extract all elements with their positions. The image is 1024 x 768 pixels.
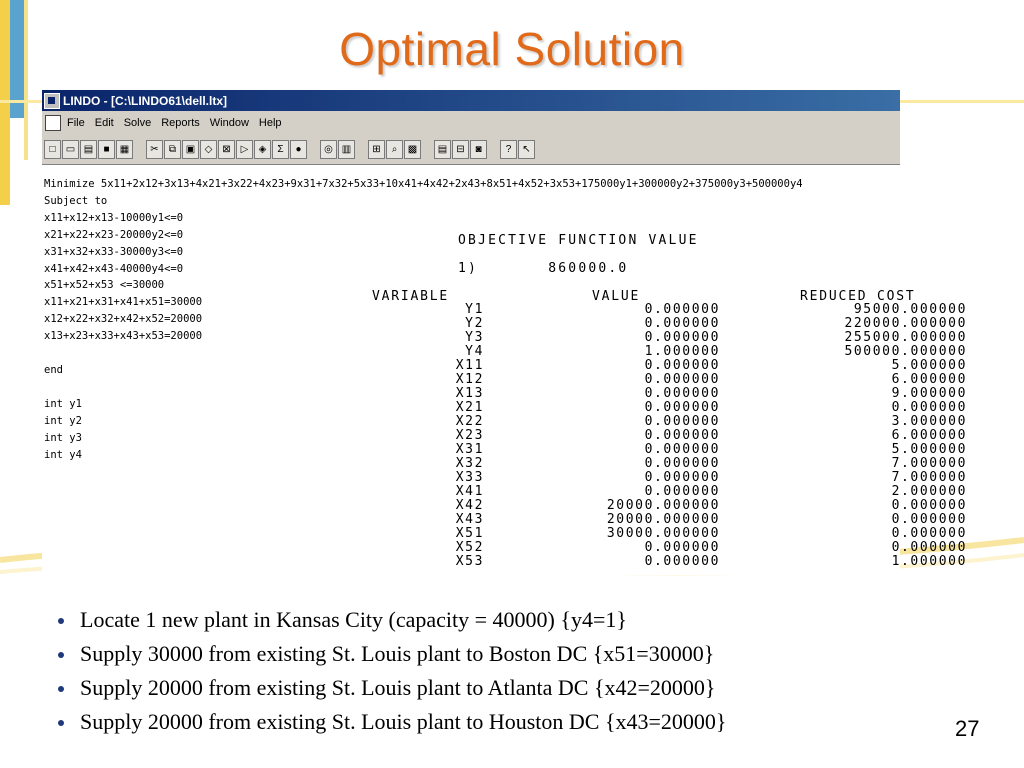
- row-variable: X41: [455, 484, 484, 499]
- row-value: 0.000000: [644, 456, 720, 471]
- print-icon[interactable]: ▦: [116, 140, 133, 159]
- model-line: x11+x12+x13-10000y1<=0: [44, 211, 184, 224]
- copy-icon[interactable]: ⧉: [164, 140, 181, 159]
- row-value: 0.000000: [644, 302, 720, 317]
- header-reduced-cost: REDUCED COST: [800, 289, 916, 304]
- row-variable: X43: [455, 512, 484, 527]
- row-reduced-cost: 0.000000: [891, 400, 967, 415]
- model-line: x12+x22+x32+x42+x52=20000: [44, 313, 203, 326]
- menu-edit[interactable]: Edit: [94, 116, 114, 129]
- menu-window[interactable]: Window: [209, 116, 249, 129]
- row-variable: X12: [455, 372, 484, 387]
- row-variable: X13: [455, 386, 484, 401]
- row-variable: X22: [455, 414, 484, 429]
- menubar: [42, 111, 900, 134]
- menu-help[interactable]: Help: [258, 116, 282, 129]
- goto-icon[interactable]: ▷: [236, 140, 253, 159]
- row-variable: X11: [455, 358, 484, 373]
- paste-icon[interactable]: ▣: [182, 140, 199, 159]
- options-icon[interactable]: ◈: [254, 140, 271, 159]
- row-value: 1.000000: [644, 344, 720, 359]
- close-all-icon[interactable]: ◙: [470, 140, 487, 159]
- row-variable: X21: [455, 400, 484, 415]
- bullet-item: Supply 20000 from existing St. Louis plant to Atlanta DC {x42=20000}: [56, 671, 727, 705]
- lindo-app-icon: [44, 93, 60, 109]
- menu-solve[interactable]: Solve: [123, 116, 152, 129]
- bullet-list: [56, 603, 727, 739]
- row-reduced-cost: 6.000000: [891, 428, 967, 443]
- context-help-icon[interactable]: ↖: [518, 140, 535, 159]
- model-line: x11+x21+x31+x41+x51=30000: [44, 296, 203, 309]
- row-reduced-cost: 0.000000: [891, 540, 967, 555]
- row-value: 0.000000: [644, 372, 720, 387]
- model-line: Minimize 5x11+2x12+3x13+4x21+3x22+4x23+9x31+7x32+5x33+10x41+4x42+2x43+8x51+4x52+3x53+175000y1+300000y2+375000y3+500000y4: [44, 178, 803, 190]
- range-icon[interactable]: ⌕: [386, 140, 403, 159]
- row-variable: X32: [455, 456, 484, 471]
- row-reduced-cost: 255000.000000: [844, 330, 967, 345]
- model-line: x21+x22+x23-20000y2<=0: [44, 228, 184, 241]
- model-line: int y3: [44, 431, 82, 444]
- row-value: 0.000000: [644, 414, 720, 429]
- model-line: int y4: [44, 448, 82, 461]
- row-variable: X51: [455, 526, 484, 541]
- menu-reports[interactable]: Reports: [161, 116, 200, 129]
- row-reduced-cost: 7.000000: [891, 470, 967, 485]
- row-reduced-cost: 220000.000000: [844, 316, 967, 331]
- row-value: 0.000000: [644, 540, 720, 555]
- row-reduced-cost: 9.000000: [891, 386, 967, 401]
- header-value: VALUE: [592, 289, 641, 304]
- row-variable: Y1: [465, 302, 484, 317]
- row-variable: X33: [455, 470, 484, 485]
- tile-icon[interactable]: ⊟: [452, 140, 469, 159]
- model-line: Subject to: [44, 194, 108, 207]
- row-reduced-cost: 0.000000: [891, 498, 967, 513]
- row-reduced-cost: 0.000000: [891, 526, 967, 541]
- find-icon[interactable]: ⊠: [218, 140, 235, 159]
- row-reduced-cost: 6.000000: [891, 372, 967, 387]
- row-reduced-cost: 7.000000: [891, 456, 967, 471]
- lindo-window: [42, 90, 967, 575]
- open-alt-icon[interactable]: ▤: [80, 140, 97, 159]
- row-reduced-cost: 2.000000: [891, 484, 967, 499]
- model-line: x31+x32+x33-30000y3<=0: [44, 245, 184, 258]
- window-title: LINDO - [C:\LINDO61\dell.ltx]: [63, 93, 228, 108]
- picture-icon[interactable]: ⊞: [368, 140, 385, 159]
- row-value: 0.000000: [644, 554, 720, 569]
- row-variable: X23: [455, 428, 484, 443]
- toolbar: [42, 134, 900, 165]
- objective-value: 1) 860000.0: [458, 261, 629, 276]
- model-line: end: [44, 363, 63, 376]
- help-icon[interactable]: ?: [500, 140, 517, 159]
- menu-file[interactable]: File: [67, 116, 85, 129]
- sum-icon[interactable]: Σ: [272, 140, 289, 159]
- row-reduced-cost: 0.000000: [891, 512, 967, 527]
- row-value: 0.000000: [644, 442, 720, 457]
- model-line: int y2: [44, 414, 82, 427]
- bullet-item: Supply 20000 from existing St. Louis plant to Houston DC {x43=20000}: [56, 705, 727, 739]
- window-titlebar[interactable]: [42, 90, 900, 111]
- row-value: 0.000000: [644, 358, 720, 373]
- row-variable: Y4: [465, 344, 484, 359]
- objective-title: OBJECTIVE FUNCTION VALUE: [458, 233, 699, 248]
- row-variable: X52: [455, 540, 484, 555]
- row-variable: X53: [455, 554, 484, 569]
- window-icon[interactable]: ▤: [434, 140, 451, 159]
- row-value: 0.000000: [644, 428, 720, 443]
- model-line: x41+x42+x43-40000y4<=0: [44, 262, 184, 275]
- row-reduced-cost: 5.000000: [891, 358, 967, 373]
- header-variable: VARIABLE: [372, 289, 450, 304]
- slide-title: Optimal Solution: [339, 23, 685, 75]
- row-variable: Y2: [465, 316, 484, 331]
- row-reduced-cost: 500000.000000: [844, 344, 967, 359]
- row-value: 0.000000: [644, 484, 720, 499]
- model-line: int y1: [44, 397, 82, 410]
- row-reduced-cost: 3.000000: [891, 414, 967, 429]
- clear-icon[interactable]: ◇: [200, 140, 217, 159]
- row-value: 0.000000: [644, 386, 720, 401]
- bullet-item: Supply 30000 from existing St. Louis plant to Boston DC {x51=30000}: [56, 637, 727, 671]
- row-value: 0.000000: [644, 316, 720, 331]
- row-reduced-cost: 95000.000000: [853, 302, 967, 317]
- solve-icon[interactable]: ●: [290, 140, 307, 159]
- row-variable: X42: [455, 498, 484, 513]
- tableau-icon[interactable]: ▩: [404, 140, 421, 159]
- save-icon[interactable]: ■: [98, 140, 115, 159]
- row-reduced-cost: 5.000000: [891, 442, 967, 457]
- model-line: x51+x52+x53 <=30000: [44, 279, 165, 292]
- open-icon[interactable]: ▭: [62, 140, 79, 159]
- row-value: 30000.000000: [606, 526, 720, 541]
- row-value: 20000.000000: [606, 512, 720, 527]
- row-value: 20000.000000: [606, 498, 720, 513]
- row-value: 0.000000: [644, 470, 720, 485]
- new-icon[interactable]: □: [44, 140, 61, 159]
- row-variable: X31: [455, 442, 484, 457]
- row-reduced-cost: 1.000000: [891, 554, 967, 569]
- look-icon[interactable]: ▥: [338, 140, 355, 159]
- document-icon[interactable]: [45, 115, 61, 131]
- row-value: 0.000000: [644, 330, 720, 345]
- model-line: x13+x23+x33+x43+x53=20000: [44, 330, 203, 343]
- cut-icon[interactable]: ✂: [146, 140, 163, 159]
- row-value: 0.000000: [644, 400, 720, 415]
- page-number: 27: [955, 716, 980, 741]
- compile-icon[interactable]: ◎: [320, 140, 337, 159]
- row-variable: Y3: [465, 330, 484, 345]
- bullet-item: Locate 1 new plant in Kansas City (capacity = 40000) {y4=1}: [56, 603, 727, 637]
